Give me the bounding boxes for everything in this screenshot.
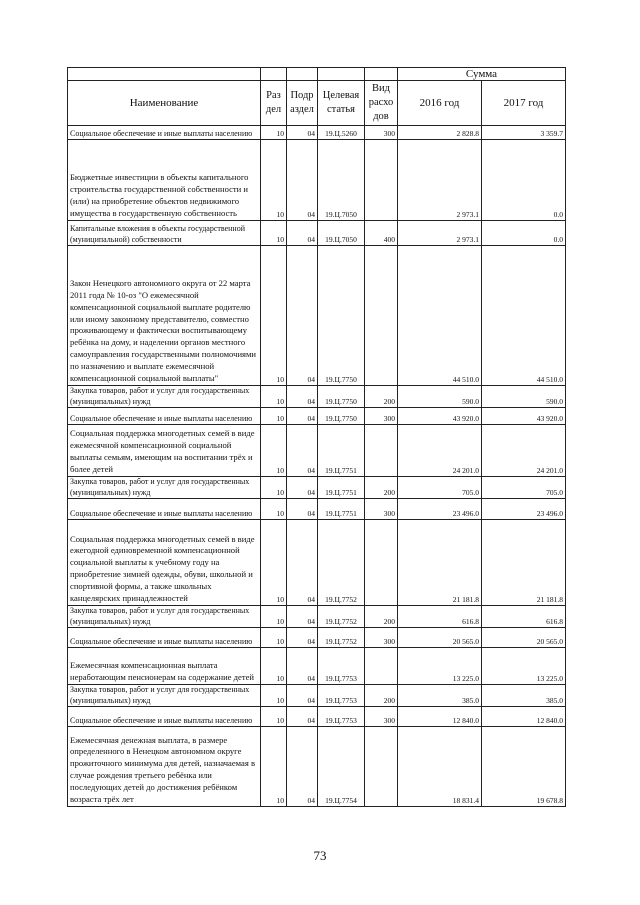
table-row xyxy=(68,606,566,628)
row-amount-2017: 385.0 xyxy=(482,685,566,707)
row-expense-type xyxy=(365,727,398,807)
header-year-2017: 2017 год xyxy=(482,81,566,126)
row-podrazdel: 04 xyxy=(287,221,318,246)
row-amount-2017: 0.0 xyxy=(482,140,566,221)
row-podrazdel: 04 xyxy=(287,386,318,408)
row-amount-2016: 2 828.8 xyxy=(398,126,482,140)
row-amount-2017: 0.0 xyxy=(482,221,566,246)
table-row xyxy=(68,386,566,408)
row-target-article: 19.Ц.7751 xyxy=(318,499,365,520)
table-row xyxy=(68,126,566,140)
table-row xyxy=(68,477,566,499)
header-name: Наименование xyxy=(68,81,261,126)
row-expense-type: 300 xyxy=(365,126,398,140)
row-razdel: 10 xyxy=(261,221,287,246)
row-amount-2017: 24 201.0 xyxy=(482,425,566,477)
header-cell-empty xyxy=(261,68,287,81)
row-target-article: 19.Ц.7753 xyxy=(318,707,365,727)
row-podrazdel: 04 xyxy=(287,648,318,685)
row-razdel: 10 xyxy=(261,520,287,606)
row-amount-2016: 616.8 xyxy=(398,606,482,628)
row-amount-2017: 705.0 xyxy=(482,477,566,499)
row-amount-2017: 590.0 xyxy=(482,386,566,408)
row-target-article: 19.Ц.7750 xyxy=(318,408,365,425)
table-body xyxy=(68,126,566,807)
row-expense-type: 200 xyxy=(365,477,398,499)
row-name: Социальное обеспечение и иные выплаты населению xyxy=(68,628,261,648)
row-amount-2016: 24 201.0 xyxy=(398,425,482,477)
row-razdel: 10 xyxy=(261,707,287,727)
row-podrazdel: 04 xyxy=(287,520,318,606)
row-razdel: 10 xyxy=(261,499,287,520)
row-razdel: 10 xyxy=(261,648,287,685)
row-podrazdel: 04 xyxy=(287,606,318,628)
row-amount-2016: 13 225.0 xyxy=(398,648,482,685)
row-name: Социальное обеспечение и иные выплаты населению xyxy=(68,408,261,425)
row-expense-type: 200 xyxy=(365,606,398,628)
row-target-article: 19.Ц.7753 xyxy=(318,648,365,685)
row-podrazdel: 04 xyxy=(287,140,318,221)
row-target-article: 19.Ц.7050 xyxy=(318,221,365,246)
row-podrazdel: 04 xyxy=(287,246,318,386)
row-target-article: 19.Ц.7752 xyxy=(318,628,365,648)
header-razdel: Раз дел xyxy=(261,81,287,126)
table-row xyxy=(68,408,566,425)
row-target-article: 19.Ц.7751 xyxy=(318,477,365,499)
row-amount-2017: 13 225.0 xyxy=(482,648,566,685)
row-amount-2016: 18 831.4 xyxy=(398,727,482,807)
row-razdel: 10 xyxy=(261,425,287,477)
row-amount-2016: 385.0 xyxy=(398,685,482,707)
row-target-article: 19.Ц.7050 xyxy=(318,140,365,221)
row-podrazdel: 04 xyxy=(287,126,318,140)
row-expense-type: 200 xyxy=(365,685,398,707)
row-expense-type: 200 xyxy=(365,386,398,408)
row-name: Закупка товаров, работ и услуг для государственных (муниципальных) нужд xyxy=(68,386,261,408)
row-expense-type: 400 xyxy=(365,221,398,246)
row-expense-type xyxy=(365,425,398,477)
row-expense-type: 300 xyxy=(365,499,398,520)
row-name: Закон Ненецкого автономного округа от 22 марта 2011 года № 10-оз "О ежемесячной компенсационной социальной выплате родителю или иному законному представителю, совместно проживающему и фактически воспитывающему ребёнка на дому, и наделении органов местного самоуправления государственными полномочиями по назначению и выплате ежемесячной компенсационной социальной выплаты" xyxy=(68,246,261,386)
row-target-article: 19.Ц.5260 xyxy=(318,126,365,140)
row-amount-2016: 12 840.0 xyxy=(398,707,482,727)
row-razdel: 10 xyxy=(261,477,287,499)
row-amount-2017: 19 678.8 xyxy=(482,727,566,807)
row-podrazdel: 04 xyxy=(287,727,318,807)
row-amount-2016: 20 565.0 xyxy=(398,628,482,648)
row-amount-2016: 2 973.1 xyxy=(398,221,482,246)
row-expense-type: 300 xyxy=(365,628,398,648)
row-podrazdel: 04 xyxy=(287,408,318,425)
row-amount-2017: 12 840.0 xyxy=(482,707,566,727)
row-target-article: 19.Ц.7754 xyxy=(318,727,365,807)
row-podrazdel: 04 xyxy=(287,477,318,499)
row-expense-type xyxy=(365,520,398,606)
row-expense-type xyxy=(365,140,398,221)
row-razdel: 10 xyxy=(261,140,287,221)
row-expense-type xyxy=(365,648,398,685)
row-podrazdel: 04 xyxy=(287,425,318,477)
row-target-article: 19.Ц.7752 xyxy=(318,520,365,606)
table-row xyxy=(68,221,566,246)
row-name: Социальное обеспечение и иные выплаты населению xyxy=(68,707,261,727)
row-amount-2017: 20 565.0 xyxy=(482,628,566,648)
header-cell-empty xyxy=(365,68,398,81)
row-amount-2016: 2 973.1 xyxy=(398,140,482,221)
row-name: Социальное обеспечение и иные выплаты населению xyxy=(68,499,261,520)
table-row xyxy=(68,648,566,685)
table-row xyxy=(68,707,566,727)
row-target-article: 19.Ц.7750 xyxy=(318,386,365,408)
row-target-article: 19.Ц.7752 xyxy=(318,606,365,628)
row-amount-2016: 43 920.0 xyxy=(398,408,482,425)
row-razdel: 10 xyxy=(261,685,287,707)
row-name: Социальная поддержка многодетных семей в виде ежемесячной компенсационной социальной выплаты семьям, имеющим на воспитании трёх и более детей xyxy=(68,425,261,477)
row-name: Ежемесячная денежная выплата, в размере определенного в Ненецком автономном округе прожиточного минимума для детей, назначаемая в случае рождения третьего ребёнка или последующих детей до достижения ребёнком возраста трёх лет xyxy=(68,727,261,807)
row-podrazdel: 04 xyxy=(287,628,318,648)
table-row xyxy=(68,727,566,807)
row-podrazdel: 04 xyxy=(287,707,318,727)
row-razdel: 10 xyxy=(261,727,287,807)
row-name: Ежемесячная компенсационная выплата неработающим пенсионерам на содержание детей xyxy=(68,648,261,685)
table-row xyxy=(68,140,566,221)
table-row xyxy=(68,425,566,477)
row-target-article: 19.Ц.7751 xyxy=(318,425,365,477)
row-amount-2017: 616.8 xyxy=(482,606,566,628)
header-year-2016: 2016 год xyxy=(398,81,482,126)
header-cell-empty xyxy=(287,68,318,81)
row-razdel: 10 xyxy=(261,606,287,628)
table-row xyxy=(68,499,566,520)
row-name: Бюджетные инвестиции в объекты капитального строительства государственной собственности и (или) на приобретение объектов недвижимого имущества в государственную собственность xyxy=(68,140,261,221)
row-name: Социальное обеспечение и иные выплаты населению xyxy=(68,126,261,140)
row-razdel: 10 xyxy=(261,628,287,648)
row-name: Закупка товаров, работ и услуг для государственных (муниципальных) нужд xyxy=(68,685,261,707)
row-name: Закупка товаров, работ и услуг для государственных (муниципальных) нужд xyxy=(68,606,261,628)
row-razdel: 10 xyxy=(261,408,287,425)
row-amount-2016: 21 181.8 xyxy=(398,520,482,606)
row-amount-2016: 590.0 xyxy=(398,386,482,408)
row-amount-2017: 21 181.8 xyxy=(482,520,566,606)
row-target-article: 19.Ц.7753 xyxy=(318,685,365,707)
row-name: Закупка товаров, работ и услуг для государственных (муниципальных) нужд xyxy=(68,477,261,499)
row-amount-2017: 44 510.0 xyxy=(482,246,566,386)
row-amount-2016: 44 510.0 xyxy=(398,246,482,386)
table-header xyxy=(68,68,566,126)
row-amount-2016: 23 496.0 xyxy=(398,499,482,520)
row-razdel: 10 xyxy=(261,386,287,408)
row-name: Социальная поддержка многодетных семей в виде ежегодной единовременной компенсационной социальной выплаты к учебному году на приобретение зимней одежды, обуви, школьной и спортивной формы, а также школьных канцелярских принадлежностей xyxy=(68,520,261,606)
table-row xyxy=(68,246,566,386)
header-cell-empty xyxy=(68,68,261,81)
row-amount-2017: 23 496.0 xyxy=(482,499,566,520)
budget-table xyxy=(67,67,566,807)
row-name: Капитальные вложения в объекты государственной (муниципальной) собственности xyxy=(68,221,261,246)
row-amount-2017: 43 920.0 xyxy=(482,408,566,425)
row-expense-type: 300 xyxy=(365,707,398,727)
header-expense-type: Вид расхо дов xyxy=(365,81,398,126)
table-row xyxy=(68,520,566,606)
row-expense-type: 300 xyxy=(365,408,398,425)
row-expense-type xyxy=(365,246,398,386)
header-podrazdel: Подр аздел xyxy=(287,81,318,126)
header-sum: Сумма xyxy=(398,68,566,81)
table-row xyxy=(68,628,566,648)
page-number: 73 xyxy=(313,848,327,863)
row-razdel: 10 xyxy=(261,246,287,386)
table-row xyxy=(68,685,566,707)
header-target-article: Целевая статья xyxy=(318,81,365,126)
row-podrazdel: 04 xyxy=(287,499,318,520)
row-amount-2016: 705.0 xyxy=(398,477,482,499)
row-amount-2017: 3 359.7 xyxy=(482,126,566,140)
row-podrazdel: 04 xyxy=(287,685,318,707)
row-target-article: 19.Ц.7750 xyxy=(318,246,365,386)
header-cell-empty xyxy=(318,68,365,81)
row-razdel: 10 xyxy=(261,126,287,140)
